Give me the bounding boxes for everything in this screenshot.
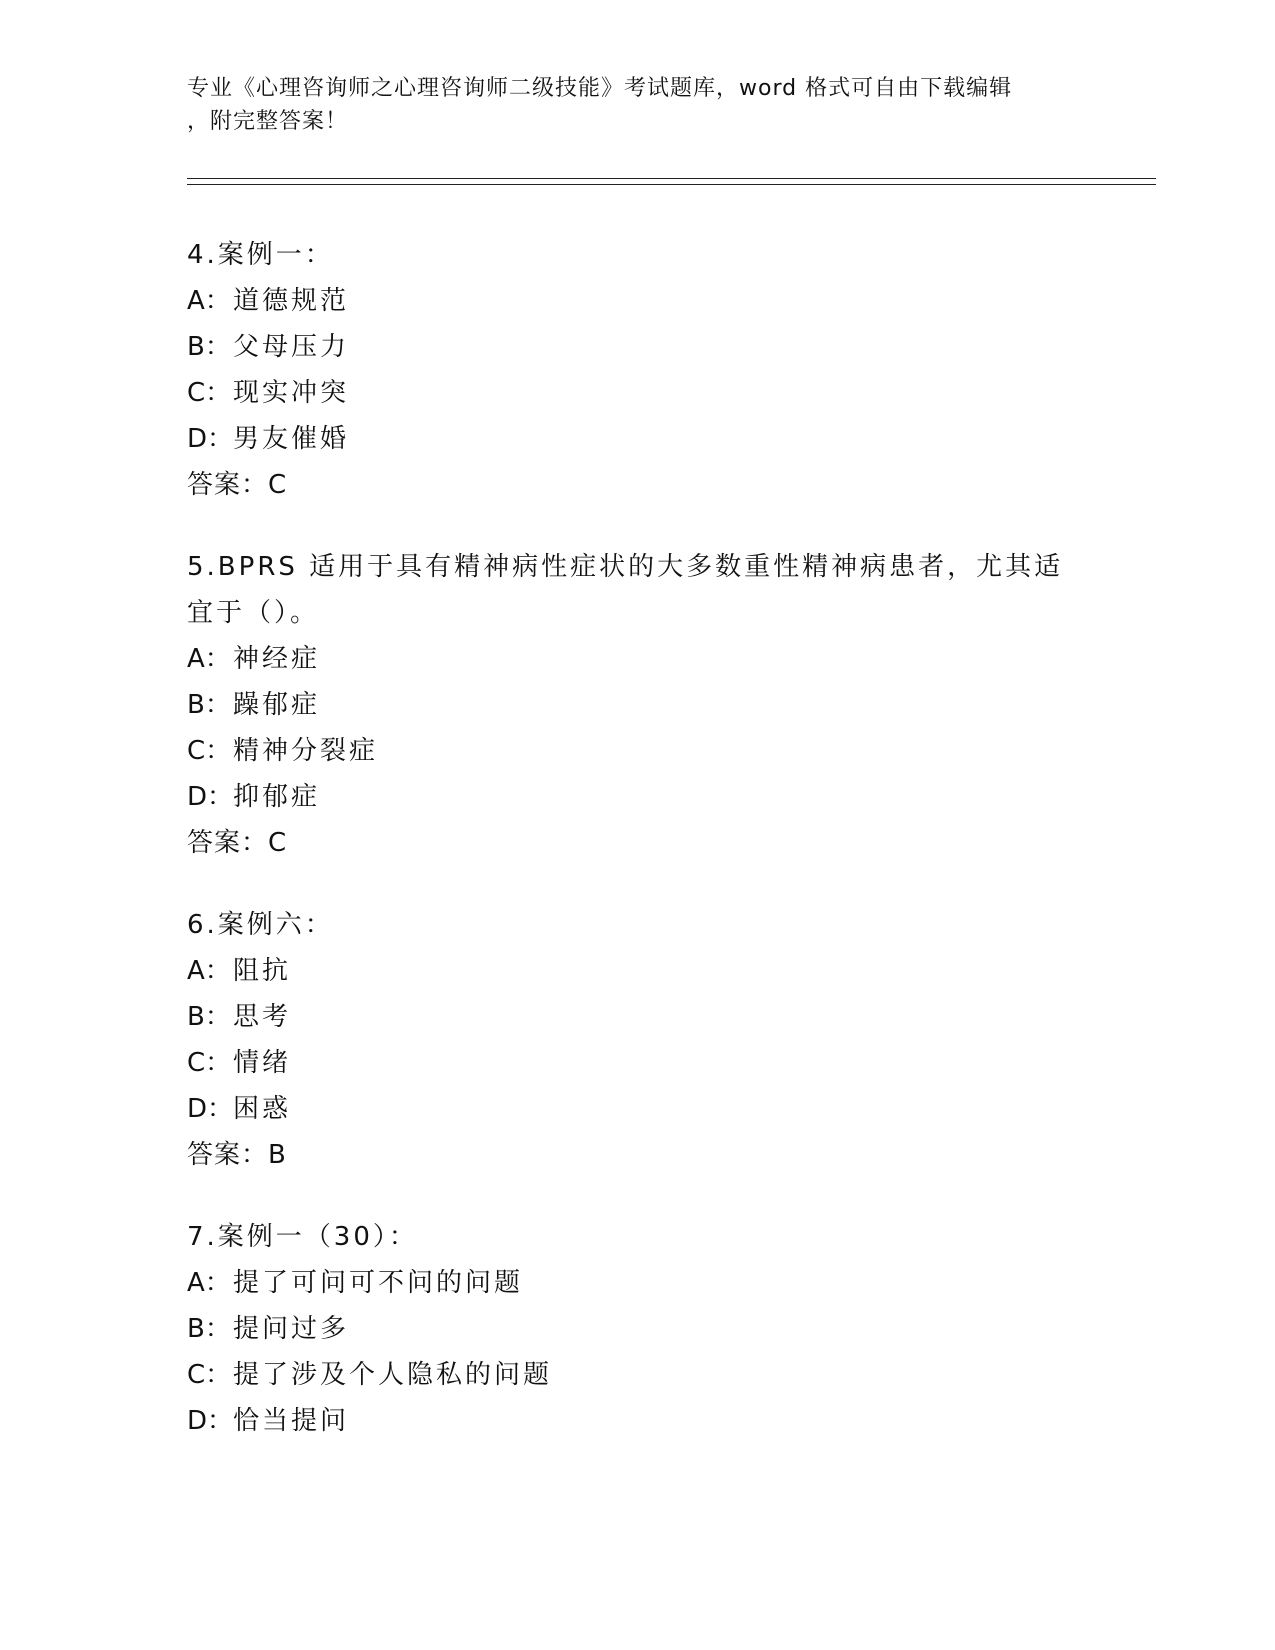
option-a [187, 636, 1087, 682]
option-letter: D： [187, 782, 234, 812]
question-4 [187, 232, 1087, 508]
question-list [187, 232, 1087, 1480]
option-text: 提了涉及个人隐私的问题 [233, 1360, 553, 1390]
option-text: 提了可问可不问的问题 [233, 1268, 524, 1298]
option-letter: B： [187, 690, 231, 720]
option-text: 抑郁症 [233, 782, 321, 812]
option-c [187, 370, 1087, 416]
option-letter: D： [187, 424, 234, 454]
question-6 [187, 902, 1087, 1178]
question-stem: 5.BPRS 适用于具有精神病性症状的大多数重性精神病患者，尤其适宜于（）。 [187, 552, 1064, 628]
answer-line: 答案：B [187, 1140, 287, 1170]
option-d [187, 1398, 1087, 1444]
option-b [187, 682, 1087, 728]
option-d [187, 416, 1087, 462]
option-text: 躁郁症 [233, 690, 321, 720]
question-stem: 6.案例六： [187, 910, 334, 940]
question-stem: 7.案例一（30）： [187, 1222, 418, 1252]
option-text: 情绪 [233, 1048, 292, 1078]
option-text: 男友催婚 [233, 424, 350, 454]
option-letter: B： [187, 1314, 231, 1344]
option-letter: A： [187, 286, 231, 316]
question-7 [187, 1214, 1087, 1444]
option-text: 提问过多 [233, 1314, 350, 1344]
option-text: 恰当提问 [233, 1406, 350, 1436]
option-letter: A： [187, 644, 231, 674]
question-stem: 4.案例一： [187, 240, 334, 270]
answer-line: 答案：C [187, 828, 288, 858]
option-text: 困惑 [233, 1094, 292, 1124]
option-text: 父母压力 [233, 332, 350, 362]
option-letter: D： [187, 1094, 234, 1124]
option-c [187, 1040, 1087, 1086]
option-d [187, 1086, 1087, 1132]
option-letter: B： [187, 332, 231, 362]
option-b [187, 1306, 1087, 1352]
document-header [187, 72, 1067, 138]
option-text: 神经症 [233, 644, 321, 674]
answer-line: 答案：C [187, 470, 288, 500]
option-letter: C： [187, 1048, 232, 1078]
option-b [187, 994, 1087, 1040]
option-text: 现实冲突 [233, 378, 350, 408]
option-letter: C： [187, 378, 232, 408]
option-letter: B： [187, 1002, 231, 1032]
option-text: 阻抗 [233, 956, 292, 986]
option-a [187, 278, 1087, 324]
option-letter: D： [187, 1406, 234, 1436]
option-a [187, 948, 1087, 994]
option-text: 道德规范 [233, 286, 350, 316]
header-double-rule [187, 178, 1156, 185]
option-text: 思考 [233, 1002, 292, 1032]
option-letter: C： [187, 736, 232, 766]
option-letter: A： [187, 956, 231, 986]
header-line-1: 专业《心理咨询师之心理咨询师二级技能》考试题库，word 格式可自由下载编辑 [187, 76, 1013, 101]
header-line-2: ，附完整答案！ [187, 109, 349, 134]
option-a [187, 1260, 1087, 1306]
option-d [187, 774, 1087, 820]
option-b [187, 324, 1087, 370]
question-5 [187, 544, 1087, 866]
option-letter: C： [187, 1360, 232, 1390]
option-letter: A： [187, 1268, 231, 1298]
option-text: 精神分裂症 [233, 736, 379, 766]
option-c [187, 728, 1087, 774]
option-c [187, 1352, 1087, 1398]
